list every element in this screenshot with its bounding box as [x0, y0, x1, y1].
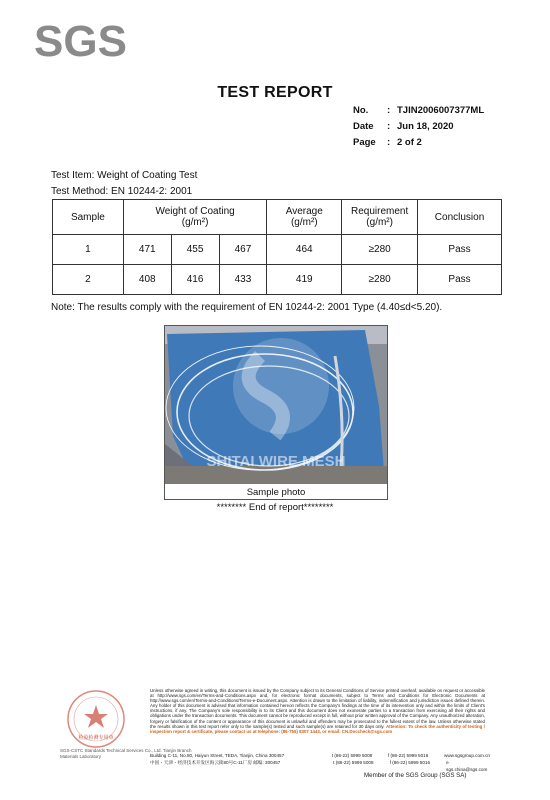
cell-requirement: ≥280 — [342, 265, 418, 295]
cell-weight-1: 471 — [123, 235, 171, 265]
header-weight-line1: Weight of Coating — [155, 206, 235, 217]
report-number: TJIN2006007377ML — [397, 105, 485, 116]
page-label: Page — [353, 137, 376, 148]
svg-text:SHITAI WIRE MESH: SHITAI WIRE MESH — [206, 453, 346, 470]
colon: : — [387, 121, 391, 132]
header-requirement-line1: Requirement — [351, 206, 409, 217]
cell-weight-3: 467 — [219, 235, 267, 265]
cell-weight-1: 408 — [123, 265, 171, 295]
results-table — [52, 199, 502, 295]
lab-line-2: Materials Laboratory — [60, 753, 102, 759]
cell-weight-3: 433 — [219, 265, 267, 295]
email: e sgs.china@sgs.com — [446, 760, 488, 772]
address-en: Building C-11, No.80, Haiyun Street, TEDA, Tianjin, China 300457 — [150, 753, 285, 758]
header-conclusion: Conclusion — [418, 200, 502, 235]
end-of-report: ******** End of report******** — [216, 502, 334, 513]
sgs-logo — [34, 18, 138, 69]
header-sample: Sample — [53, 200, 124, 235]
header-weight — [123, 200, 267, 235]
contact-block — [150, 752, 490, 773]
header-weight-unit: (g/m²) — [181, 217, 209, 228]
table-row — [53, 265, 502, 295]
telephone: t (86-22) 5999 5008 — [333, 760, 374, 765]
fax: f (86-22) 5999 5016 — [387, 753, 429, 758]
laboratory-stamp — [58, 687, 138, 756]
sgs-membership: Member of the SGS Group (SGS SA) — [364, 772, 467, 779]
sample-photo — [165, 326, 387, 484]
cell-weight-2: 416 — [171, 265, 219, 295]
website: www.sgsgroup.com.cn — [444, 753, 490, 758]
photo-caption: Sample photo — [246, 487, 306, 498]
header-average-unit: (g/m²) — [290, 217, 318, 228]
sample-photo-frame — [164, 325, 388, 500]
cell-sample: 2 — [53, 265, 124, 295]
cell-average: 464 — [267, 235, 342, 265]
svg-text:SGS: SGS — [34, 18, 127, 64]
cell-average: 419 — [267, 265, 342, 295]
lab-line-1: SGS-CSTC Standards Technical Services Co., Ltd. Tianjin Branch — [60, 748, 192, 753]
test-item: Test Item: Weight of Coating Test — [51, 170, 198, 181]
fax: f (86-22) 5999 5016 — [389, 760, 430, 765]
table-header-row — [53, 200, 502, 235]
svg-text:检验检测专用章: 检验检测专用章 — [78, 735, 114, 741]
cell-conclusion: Pass — [418, 235, 502, 265]
report-title: TEST REPORT — [217, 84, 333, 101]
header-requirement-unit: (g/m²) — [366, 217, 393, 228]
page-number: 2 of 2 — [397, 137, 422, 148]
no-label: No. — [353, 105, 369, 116]
colon: : — [387, 105, 391, 116]
report-date: Jun 18, 2020 — [397, 121, 454, 132]
report-meta — [353, 103, 484, 151]
test-method: Test Method: EN 10244-2: 2001 — [51, 186, 193, 197]
compliance-note: Note: The results comply with the requirement of EN 10244-2: 2001 Type (4.40≤d<5.20). — [51, 302, 443, 313]
cell-sample: 1 — [53, 235, 124, 265]
terms-fine-print — [150, 688, 485, 734]
address-cn: 中国・天津・经济技术开发区海云街80号C-11厂房 邮编: 300457 — [150, 760, 281, 765]
header-requirement — [342, 200, 418, 235]
cell-conclusion: Pass — [418, 265, 502, 295]
header-average — [267, 200, 342, 235]
terms-text: Unless otherwise agreed in writing, this document is issued by the Company subject to its General Conditions of Service printed overleaf, available on request or accessible at http://www.sgs.com/en/Terms-and-Conditions.aspx and, for electronic format documents, subject to Terms and Conditions for Electronic Documents at http://www.sgs.com/en/Terms-and-Conditions/Terms-e-Document.aspx. Attention is drawn to the limitation of liability, indemnification and jurisdiction issues defined therein. Any holder of this document is advised that information contained hereon reflects the Company's findings at the time of its intervention only and within the limits of Client's instructions, if any. The Company's sole responsibility is to its Client and this document does not exonerate parties to a transaction from exercising all their rights and obligations under the transaction documents. This document cannot be reproduced except in full, without prior written approval of the Company. Any unauthorized alteration, forgery or falsification of the content or appearance of this document is unlawful and offenders may be prosecuted to the fullest extent of the law. Unless otherwise stated the results shown in this test report refer only to the sample(s) tested and such sample(s) are retained for 30 days only. — [150, 688, 485, 729]
colon: : — [387, 137, 391, 148]
header-average-line1: Average — [285, 206, 323, 217]
date-label: Date — [353, 121, 374, 132]
authenticity-notice: Attention: To check the authenticity of testing / inspection report & certificate, please contact us at telephone: (86-755) 8307 1443, or email: CN.Doccheck@sgs.com — [150, 723, 485, 734]
cell-weight-2: 455 — [171, 235, 219, 265]
cell-requirement: ≥280 — [342, 235, 418, 265]
table-row — [53, 235, 502, 265]
telephone: t (86-22) 5999 5008 — [331, 753, 373, 758]
